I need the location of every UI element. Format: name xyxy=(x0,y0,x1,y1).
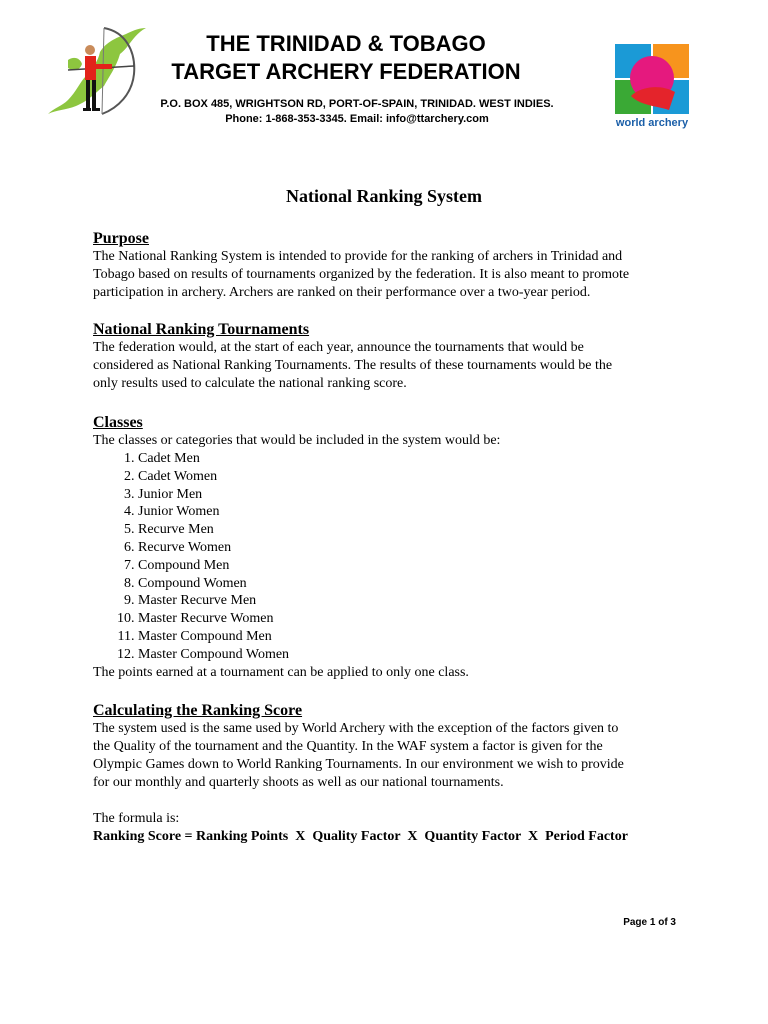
list-item: 1. Cadet Men xyxy=(138,450,683,468)
ranking-formula: Ranking Score = Ranking Points X Quality Factor X Quantity Factor X Period Factor xyxy=(93,829,628,844)
org-contact: Phone: 1-868-353-3345. Email: info@ttarchery.com xyxy=(225,113,489,125)
page-number: Page 1 of 3 xyxy=(623,917,676,928)
calculating-heading: Calculating the Ranking Score xyxy=(93,702,303,719)
list-item: 12. Master Compound Women xyxy=(138,646,683,664)
section-classes xyxy=(93,413,683,682)
tournaments-line: The federation would, at the start of each year, announce the tournaments that would be xyxy=(93,340,584,355)
list-item: 2. Cadet Women xyxy=(138,468,683,486)
document-title: National Ranking System xyxy=(285,186,483,206)
list-item: 11. Master Compound Men xyxy=(138,628,683,646)
classes-outro: The points earned at a tournament can be applied to only one class. xyxy=(93,664,469,680)
section-tournaments xyxy=(93,320,683,393)
list-item: 8. Compound Women xyxy=(138,575,683,593)
world-archery-logo-text: world archery xyxy=(615,117,689,129)
classes-intro: The classes or categories that would be included in the system would be: xyxy=(93,433,501,448)
world-archery-logo xyxy=(611,40,693,130)
list-item: 6. Recurve Women xyxy=(138,539,683,557)
list-item: 9. Master Recurve Men xyxy=(138,592,683,610)
tournaments-line: only results used to calculate the national ranking score. xyxy=(93,376,407,391)
purpose-line: participation in archery. Archers are ranked on their performance over a two-year period. xyxy=(93,285,591,300)
formula-intro: The formula is: xyxy=(93,811,180,826)
list-item: 5. Recurve Men xyxy=(138,521,683,539)
list-item: 10. Master Recurve Women xyxy=(138,610,683,628)
list-item: 4. Junior Women xyxy=(138,503,683,521)
purpose-heading: Purpose xyxy=(93,230,149,247)
tournaments-heading: National Ranking Tournaments xyxy=(93,321,310,338)
org-address: P.O. BOX 485, WRIGHTSON RD, PORT-OF-SPAIN, TRINIDAD. WEST INDIES. xyxy=(160,98,554,110)
purpose-line: Tobago based on results of tournaments organized by the federation. It is also meant to promote xyxy=(93,267,630,282)
org-name-line2: TARGET ARCHERY FEDERATION xyxy=(171,59,521,84)
purpose-line: The National Ranking System is intended to provide for the ranking of archers in Trinidad and xyxy=(93,249,623,264)
calculating-line: Olympic Games down to World Ranking Tournaments. In our environment we wish to provide xyxy=(93,757,624,772)
list-item: 7. Compound Men xyxy=(138,557,683,575)
calculating-line: The system used is the same used by World Archery with the exception of the factors given to xyxy=(93,721,619,736)
classes-heading: Classes xyxy=(93,414,143,431)
section-purpose xyxy=(93,229,683,302)
calculating-line: the Quality of the tournament and the Quantity. In the WAF system a factor is given for the xyxy=(93,739,603,754)
list-item: 3. Junior Men xyxy=(138,486,683,504)
calculating-line: for our monthly and quarterly shoots as well as our national tournaments. xyxy=(93,775,504,790)
section-calculating xyxy=(93,701,683,846)
classes-list xyxy=(93,450,683,664)
org-name-line1: THE TRINIDAD & TOBAGO xyxy=(206,31,486,56)
tournaments-line: considered as National Ranking Tournaments. The results of these tournaments would be the xyxy=(93,358,613,373)
